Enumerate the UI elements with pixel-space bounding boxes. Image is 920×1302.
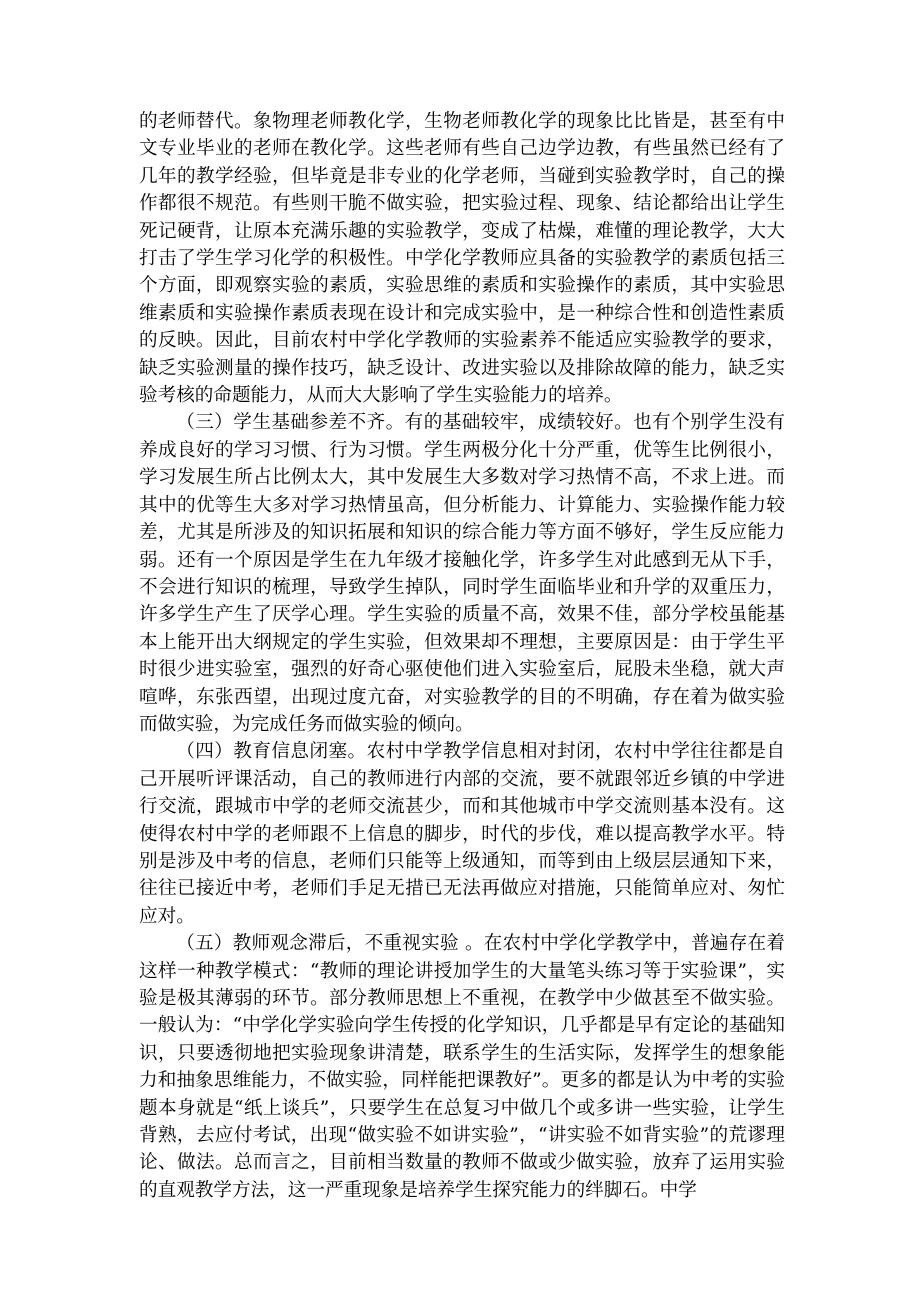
paragraph-section-5: （五）教师观念滞后，不重视实验 。在农村中学化学教学中，普遍存在着这样一种教学模式：“教师的理论讲授加学生的大量笔头练习等于实验课”，实验是极其薄弱的环节。部分教师思想上不重视，在教学中少做甚至不做实验。一般认为：“中学化学实验向学生传授的化学知识，几乎都是早有定论的基础知识，只要透彻地把实验现象讲清楚，联系学生的生活实际，发挥学生的想象能力和抽象思维能力，不做实验，同样能把课教好”。更多的都是认为中考的实验题本身就是“纸上谈兵”，只要学生在总复习中做几个或多讲一些实验，让学生背熟，去应付考试，出现“做实验不如讲实验”，“讲实验不如背实验”的荒谬理论、做法。总而言之，目前相当数量的教师不做或少做实验，放弃了运用实验的直观教学方法，这一严重现象是培养学生探究能力的绊脚石。中学: [139, 933, 785, 1201]
paragraph-continued: 的老师替代。象物理老师教化学，生物老师教化学的现象比比皆是，甚至有中文专业毕业的老师在教化学。这些老师有些自己边学边教，有些虽然已经有了几年的教学经验，但毕竟是非专业的化学老师，当碰到实验教学时，自己的操作都很不规范。有些则干脆不做实验，把实验过程、现象、结论都给出让学生死记硬背，让原本充满乐趣的实验教学，变成了枯燥，难懂的理论教学，大大打击了学生学习化学的积极性。中学化学教师应具备的实验教学的素质包括三个方面，即观察实验的素质，实验思维的素质和实验操作的素质，其中实验思维素质和实验操作素质表现在设计和完成实验中，是一种综合性和创造性素质的反映。因此，目前农村中学化学教师的实验素养不能适应实验教学的要求，缺乏实验测量的操作技巧，缺乏设计、改进实验以及排除故障的能力，缺乏实验考核的命题能力，从而大大影响了学生实验能力的培养。: [139, 111, 785, 407]
document-body: [139, 108, 785, 1204]
paragraph-section-4: （四）教育信息闭塞。农村中学教学信息相对封闭，农村中学往往都是自己开展听评课活动，自己的教师进行内部的交流，要不就跟邻近乡镇的中学进行交流，跟城市中学的老师交流甚少，而和其他城市中学交流则基本没有。这使得农村中学的老师跟不上信息的脚步，时代的步伐，难以提高教学水平。特别是涉及中考的信息，老师们只能等上级通知，而等到由上级层层通知下来，往往已接近中考，老师们手足无措已无法再做应对措施，只能简单应对、匆忙应对。: [139, 741, 785, 927]
paragraph-section-3: （三）学生基础参差不齐。有的基础较牢，成绩较好。也有个别学生没有养成良好的学习习惯、行为习惯。学生两极分化十分严重，优等生比例很小，学习发展生所占比例太大，其中发展生大多数对学习热情不高，不求上进。而其中的优等生大多对学习热情虽高，但分析能力、计算能力、实验操作能力较差，尤其是所涉及的知识拓展和知识的综合能力等方面不够好，学生反应能力弱。还有一个原因是学生在九年级才接触化学，许多学生对此感到无从下手，不会进行知识的梳理，导致学生掉队，同时学生面临毕业和升学的双重压力，许多学生产生了厌学心理。学生实验的质量不高，效果不佳，部分学校虽能基本上能开出大纲规定的学生实验，但效果却不理想，主要原因是：由于学生平时很少进实验室，强烈的好奇心驱使他们进入实验室后，屁股未坐稳，就大声喧哗，东张西望，出现过度亢奋，对实验教学的目的不明确，存在着为做实验而做实验，为完成任务而做实验的倾向。: [139, 412, 785, 735]
